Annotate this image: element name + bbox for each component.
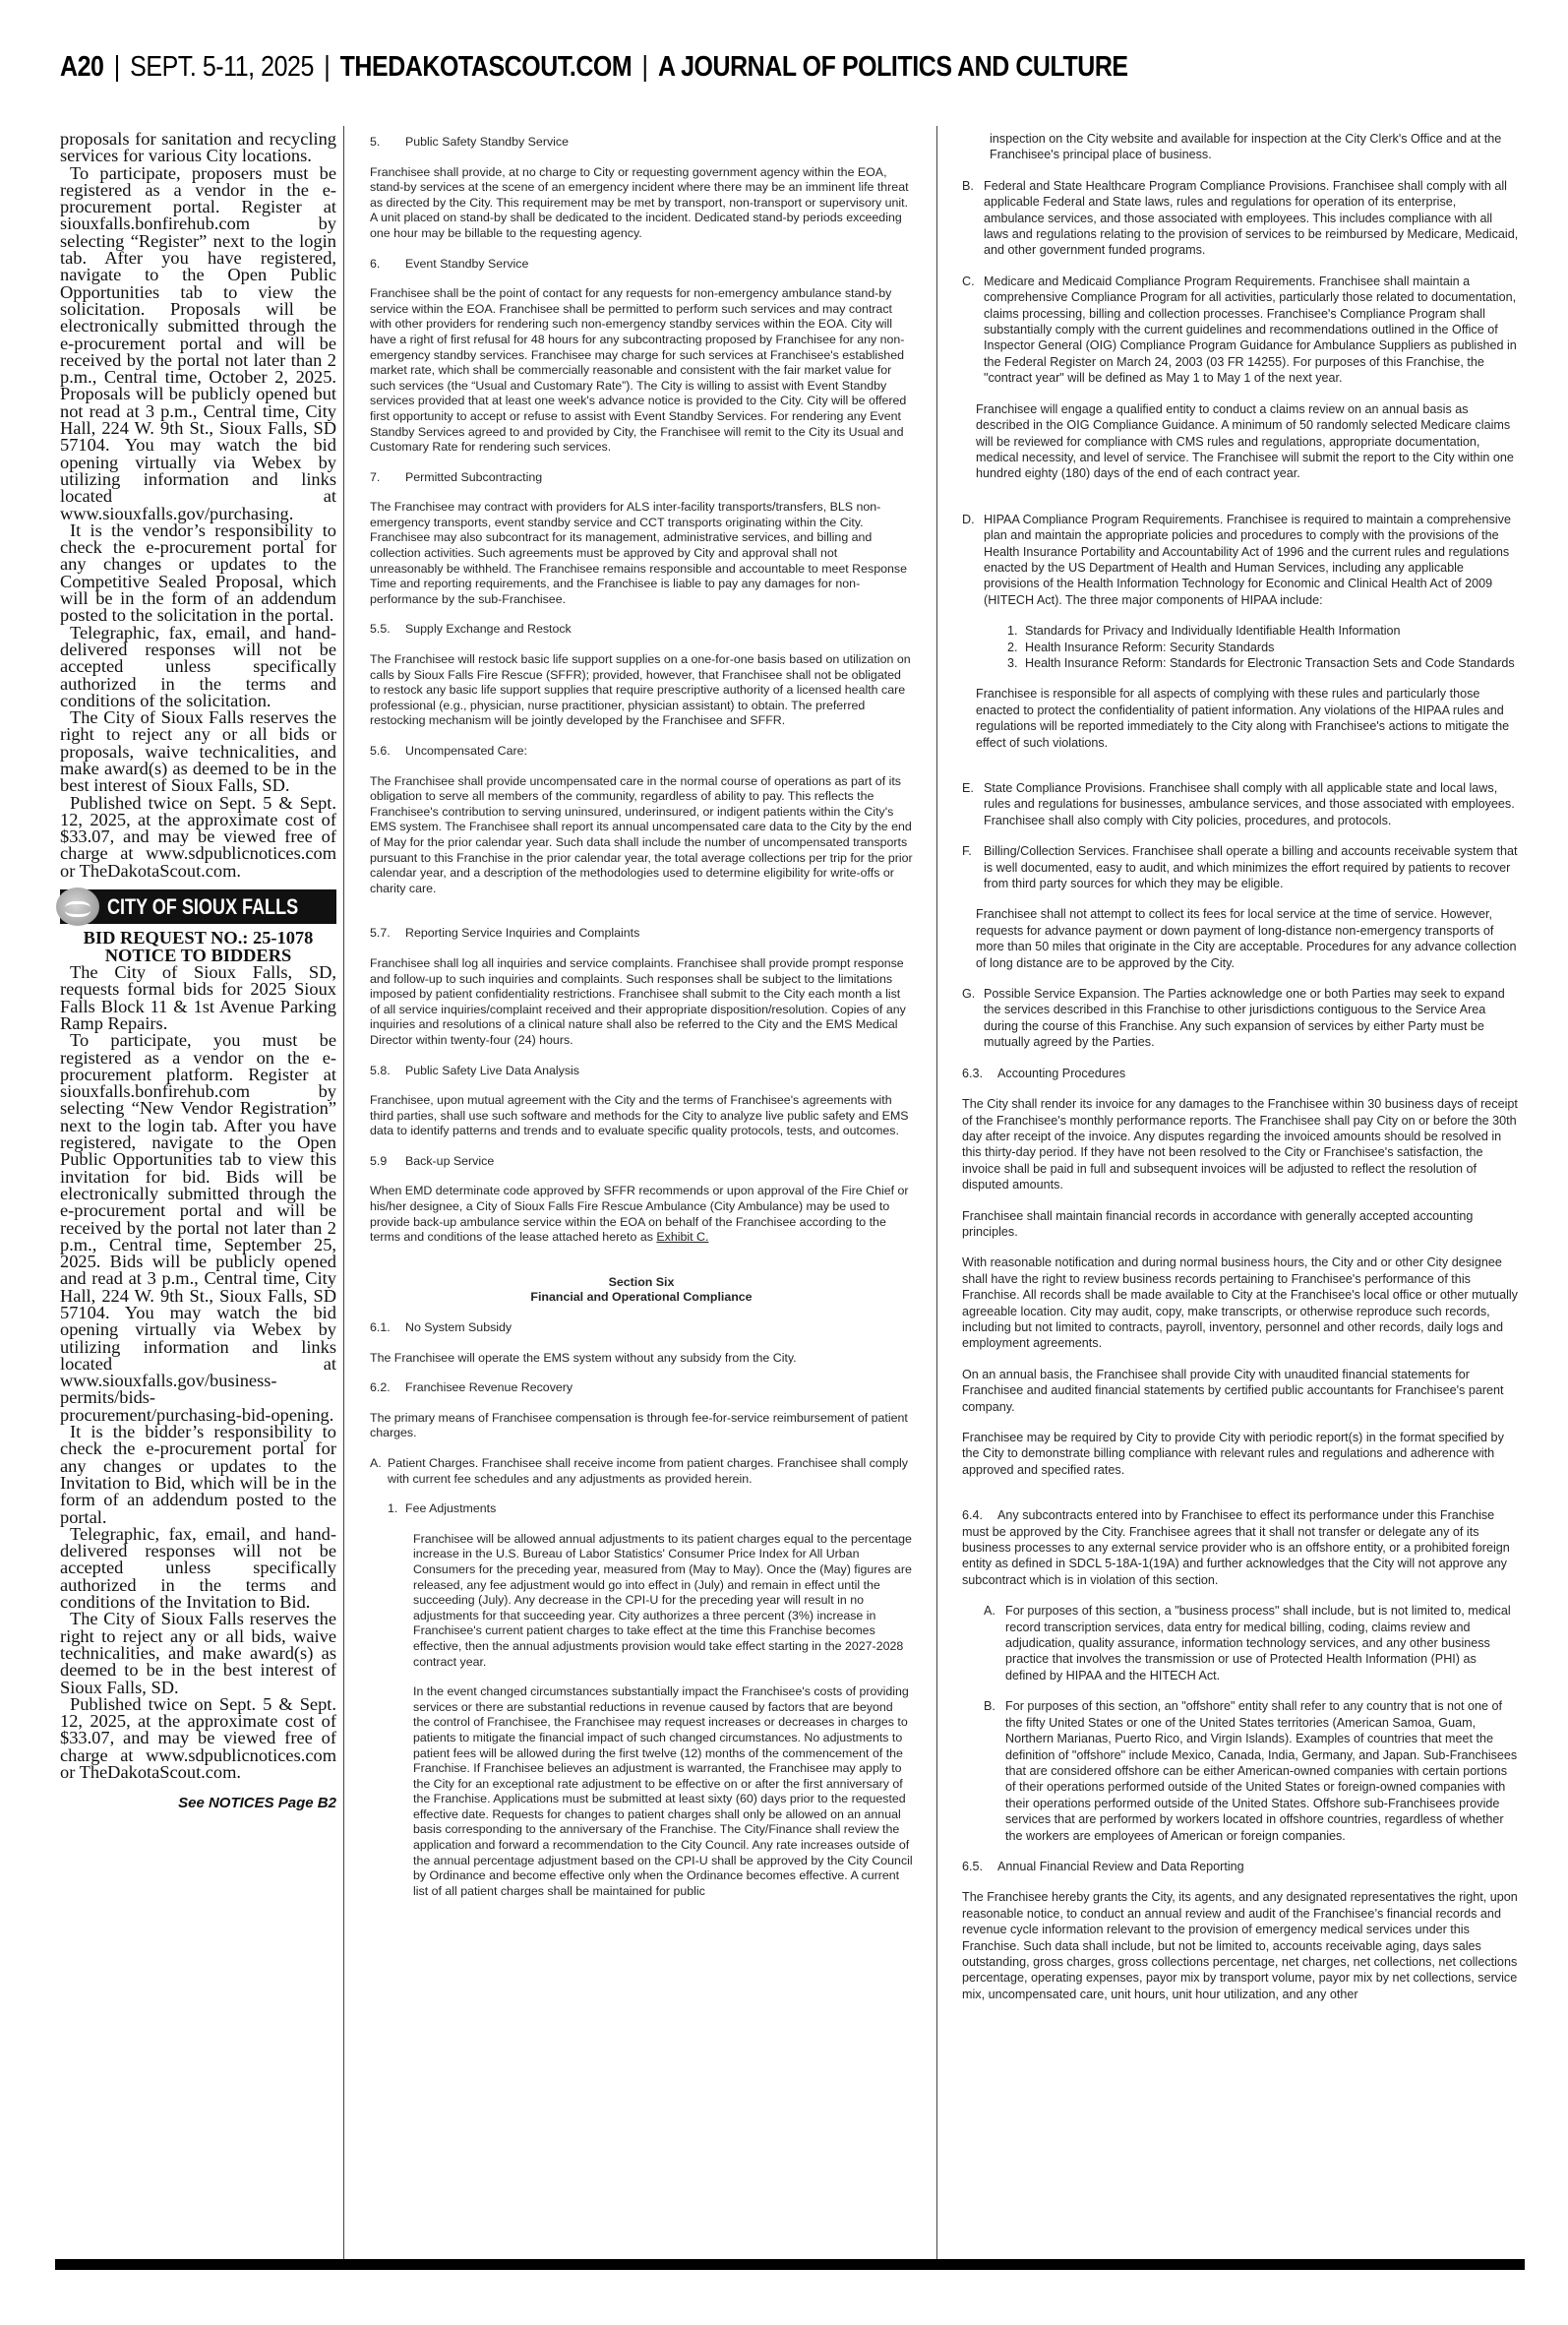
item-text: For purposes of this section, an "offshore" entity shall refer to any country that is not one of the fifty United States or one of the United States territories (American Samoa, Guam, Northern Marianas, Puerto Rico, and Virgin Islands). Examples of countries that meet the definition of "offshore" include Mexico, Canada, India, Germany, and Japan. Sub-Franchisees that are considered offshore can be either American-owned companies with certain portions of their operations performed outside of the United States or foreign-owned companies with their operations performed outside of the United States. Offshore sub-Franchisees provide services that are performed by workers located in offshore countries, regardless of whether the workers are employees of American or foreign companies. — [1005, 1699, 1518, 1843]
section-heading — [370, 135, 913, 151]
section-number: 5.8. — [370, 1063, 391, 1077]
paragraph — [370, 774, 913, 897]
issue-date: SEPT. 5-11, 2025 — [130, 51, 314, 83]
section-number: 6.4. — [962, 1508, 984, 1523]
section-title: Supply Exchange and Restock — [405, 622, 572, 637]
item-text: Patient Charges. Franchisee shall receive income from patient charges. Franchisee shall comply with current fee schedules and any adjustments as provided herein. — [388, 1456, 908, 1486]
section-title: Back-up Service — [405, 1153, 495, 1168]
item-text: Medicare and Medicaid Compliance Program Requirements. Franchisee shall maintain a comprehensive Compliance Program for all activities, particularly those related to documentation, claims processing, billing and collection processes. Franchisee's Compliance Program shall substantially comply with the current guidelines and recommendations outlined in the Office of Inspector General (OIG) Compliance Program Guidance for Ambulance Suppliers as published in the Federal Register on March 24, 2003 (03 FR 14255). For purposes of this Franchise, the "contract year" will be defined as May 1 to May 1 of the next year. — [984, 274, 1517, 386]
paragraph-text: The Franchisee may contract with providers for ALS inter-facility transports/transfers, BLS non-emergency transports, event standby service and CCT transports originating within the City. Franchisee may also subcontract for its management, administrative services, and billing and collection activities. Such agreements must be approved by City and approval shall not unreasonably be withheld. The Franchisee remains responsible and accountable to meet Response Time and reporting requirements, and the Franchisee is liable to pay any damages for non-performance by the sub-Franchisee. — [370, 500, 907, 606]
paragraph-text: In the event changed circumstances substantially impact the Franchisee's costs of providing services or there are substantial reductions in revenue caused by factors that are beyond the control of Franchisee, the Franchisee may request increases or decreases in charges to patients to mitigate the financial impact of such changed circumstances. No adjustments to patient fees will be allowed during the first twelve (12) months of the commencement of the Franchise. If Franchisee believes an adjustment is warranted, the Franchisee may apply to the City for an exceptional rate adjustment to be effective on or after the first anniversary of the Franchise. Applications must be submitted at least sixty (60) days prior to the requested effective date. Requests for changes to patient charges shall only be allowed on an annual basis corresponding to the anniversary of the Franchise. The City/Finance shall review the application and forward a recommendation to the City Council. Any rate increases outside of the annual percentage adjustment based on the CPI-U shall be approved by the City Council by Ordinance and become effective only when the Ordinance becomes effective. A current list of all patient charges shall be maintained for public — [413, 1684, 913, 1898]
notice-paragraph: The City of Sioux Falls, SD, requests formal bids for 2025 Sioux Falls Block 11 & 1st Avenue Parking Ramp Repairs. — [60, 962, 336, 1033]
paragraph — [370, 1532, 913, 1670]
lettered-item — [370, 1501, 913, 1517]
paragraph-text: Franchisee may be required by City to provide City with periodic report(s) in the format specified by the City to demonstrate billing compliance with relevant rules and regulations and adherence with approved and specified rates. — [962, 1431, 1504, 1477]
list-text: Standards for Privacy and Individually Identifiable Health Information — [1025, 624, 1401, 639]
list-item — [1007, 623, 1519, 639]
section-heading — [370, 926, 913, 942]
notice-paragraph: The City of Sioux Falls reserves the right to reject any or all bids, waive technicalities, and make award(s) as deemed to be in the best interest of Sioux Falls, SD. — [60, 1609, 336, 1697]
lettered-item — [962, 986, 1519, 1051]
city-logo-icon — [56, 887, 99, 926]
paragraph — [962, 1096, 1519, 1193]
paragraph — [962, 131, 1519, 163]
bottom-rule — [55, 2259, 1525, 2270]
item-text: Fee Adjustments — [405, 1501, 497, 1516]
notice-paragraph: The City of Sioux Falls reserves the right to reject any or all bids or proposals, waive technicalities, and make award(s) as deemed to be in the best interest of Sioux Falls, SD. — [60, 707, 336, 796]
lettered-item — [962, 1698, 1519, 1844]
notice-title: NOTICE TO BIDDERS — [104, 945, 292, 965]
item-letter: 1. — [388, 1501, 398, 1516]
section-number: 5.9 — [370, 1153, 388, 1168]
column-divider — [936, 126, 937, 2259]
paragraph — [370, 500, 913, 607]
section-title: Permitted Subcontracting — [405, 469, 543, 484]
banner-title: CITY OF SIOUX FALLS — [107, 893, 299, 919]
section-number: 5.7. — [370, 926, 391, 941]
section-number: 7. — [370, 469, 381, 484]
item-letter: G. — [962, 987, 976, 1002]
section-number: 6.5. — [962, 1859, 984, 1873]
paragraph — [962, 1208, 1519, 1241]
lettered-item — [962, 178, 1519, 259]
section-heading — [370, 1320, 913, 1336]
item-text: Possible Service Expansion. The Parties acknowledge one or both Parties may seek to expand the services described in this Franchise to other jurisdictions contiguous to the Service Area during the course of this Franchise. Any such expansion of services by either Party must be mutually agreed by the Parties. — [984, 987, 1505, 1050]
notice-paragraph: It is the bidder’s responsibility to check the e-procurement portal for any changes or updates to the Invitation to Bid, which will be in the form of an addendum posted to the portal. — [60, 1422, 336, 1527]
exhibit-link[interactable]: Exhibit C. — [656, 1230, 709, 1245]
item-letter: A. — [984, 1604, 995, 1619]
item-letter: C. — [962, 274, 975, 288]
paragraph-text: Franchisee, upon mutual agreement with the City and the terms of Franchisee's agreements with third parties, shall use such software and methods for the City to analyze live public safety and EMS data to identify patterns and trends and to evaluate specific quality protocols, tests, and outcomes. — [370, 1093, 909, 1138]
paragraph — [962, 401, 1519, 482]
paragraph-text: The City shall render its invoice for any damages to the Franchisee within 30 business days of receipt of the Franchisee's monthly performance reports. The Franchisee shall pay City on or before the 30th day after receipt of the invoice. Any disputes regarding the invoiced amounts should be resolved in this thirty-day period. If they have not been resolved to the City or Franchisee's satisfaction, the invoice shall be paid in full and subsequent invoices will be adjusted to reflect the resolution of disputed amounts. — [962, 1097, 1518, 1193]
notice-paragraph: proposals for sanitation and recycling services for various City locations. — [60, 129, 336, 166]
item-text: State Compliance Provisions. Franchisee shall comply with all applicable state and local laws, rules and regulations for businesses, ambulance services, and those associated with employees. Franchisee shall also comply with City policies, procedures, and protocols. — [984, 781, 1515, 827]
paragraph-text: The Franchisee will operate the EMS system without any subsidy from the City. — [370, 1350, 797, 1365]
section-title: Annual Financial Review and Data Reporting — [997, 1859, 1244, 1873]
paragraph — [370, 1093, 913, 1139]
section-number: 5.6. — [370, 744, 391, 758]
paragraph — [962, 1430, 1519, 1478]
paragraph-text: inspection on the City website and available for inspection at the City Clerk's Office and at the Franchisee's principal place of business. — [990, 132, 1502, 162]
page-number: A20 — [60, 51, 104, 83]
paragraph-text: Franchisee will be allowed annual adjustments to its patient charges equal to the percentage increase in the U.S. Bureau of Labor Statistics' Consumer Price Index for All Urban Consumers for the preceding year, measured from (May to May). Once the (May) figures are released, any fee adjustment would go into effect in (July) and remain in effect until the succeeding (July). Any decrease in the CPI-U for the preceding year will result in no adjustments for that succeeding year. City authorizes a three percent (3%) increase in Franchisee's current patient charges to take effect at the time this Franchise becomes effective, then the annual adjustments provision would take effect starting in the 2027-2028 contract year. — [413, 1531, 912, 1669]
paragraph-text: Any subcontracts entered into by Franchisee to effect its performance under this Franchise must be approved by the City. Franchisee agrees that it shall not transfer or delegate any of its business processes to any external service provider who is an offshore entity, or a prohibited foreign entity as defined in SDCL 5-18A-1(19A) and further acknowledges that the City will not approve any subcontract which is in violation of this section. — [962, 1508, 1510, 1587]
section-title: Public Safety Standby Service — [405, 135, 569, 149]
paragraph-text: Franchisee shall log all inquiries and service complaints. Franchisee shall provide prompt response and follow-up to such inquiries and complaints. Such responses shall be subject to the limitations imposed by patient confidentiality restrictions. Franchisee shall submit to the City each month a list of all service inquiries/complaint received and their appropriate disposition/resolution. Copies of any inquiries and resolutions of a clinical nature shall also be referred to the City and the EMS Medical Director within twenty-four (24) hours. — [370, 955, 906, 1047]
masthead — [60, 51, 1128, 84]
item-letter: F. — [962, 844, 972, 859]
notice-paragraph: It is the vendor’s responsibility to check the e-procurement portal for any changes or updates to the Competitive Sealed Proposal, which will be in the form of an addendum posted to the solicitation in the portal. — [60, 520, 336, 626]
paragraph-text: Franchisee is responsible for all aspects of complying with these rules and particularly those enacted to protect the confidentiality of patient information. Any violations of the HIPAA rules and regulations will be reported immediately to the City along with Franchisee's actions to mitigate the effect of such violations. — [976, 687, 1510, 750]
lettered-item — [962, 1603, 1519, 1683]
separator: | — [641, 51, 648, 83]
numbered-list — [962, 623, 1519, 671]
list-number: 3. — [1007, 655, 1018, 670]
site-name: THEDAKOTASCOUT.COM — [339, 51, 633, 83]
item-letter: D. — [962, 512, 975, 526]
paragraph — [962, 1254, 1519, 1351]
paragraph — [370, 1351, 913, 1367]
list-number: 1. — [1007, 624, 1018, 639]
item-text: Billing/Collection Services. Franchisee shall operate a billing and accounts receivable system that is well documented, easy to audit, and which minimizes the effort required by patients to recover from third party sources for which they may be eligible. — [984, 844, 1518, 891]
separator: | — [324, 51, 331, 83]
list-item — [1007, 640, 1519, 655]
paragraph-text: When EMD determinate code approved by SFFR recommends or upon approval of the Fire Chief or his/her designee, a City of Sioux Falls Fire Rescue Ambulance (City Ambulance) may be used to provide back-up ambulance service within the EOA on behalf of the Franchisee according to the terms and conditions of the lease attached hereto as — [370, 1184, 909, 1245]
section-title: Uncompensated Care: — [405, 744, 527, 758]
item-letter: E. — [962, 781, 974, 795]
notice-paragraph: Telegraphic, fax, email, and hand-delivered responses will not be accepted unless specifically authorized in the terms and conditions of the Invitation to Bid. — [60, 1523, 336, 1613]
paragraph-text: Franchisee shall maintain financial records in accordance with generally accepted accounting principles. — [962, 1208, 1474, 1239]
paragraph — [962, 1889, 1519, 2002]
section-title: Public Safety Live Data Analysis — [405, 1063, 580, 1077]
list-text: Health Insurance Reform: Security Standards — [1025, 640, 1275, 654]
section-heading — [370, 470, 913, 486]
lettered-item — [370, 1456, 913, 1487]
lettered-item — [962, 843, 1519, 891]
section-title: Accounting Procedures — [997, 1066, 1126, 1080]
paragraph-text: The primary means of Franchisee compensation is through fee-for-service reimbursement of patient charges. — [370, 1410, 908, 1440]
city-banner — [60, 889, 336, 924]
notice-paragraph: Published twice on Sept. 5 & Sept. 12, 2025, at the approximate cost of $33.07, and may be viewed free of charge at www.sdpublicnotices.com or TheDakotaScout.com. — [60, 792, 336, 881]
paragraph — [370, 956, 913, 1049]
paragraph — [962, 906, 1519, 971]
bid-notice — [60, 964, 336, 1781]
section-heading — [370, 744, 913, 760]
section-title: Reporting Service Inquiries and Complaints — [405, 926, 640, 941]
section-name: Financial and Operational Compliance — [530, 1290, 753, 1305]
section-heading — [962, 1859, 1519, 1874]
section-number: 5. — [370, 135, 381, 149]
section-label: Section Six — [608, 1274, 675, 1289]
section-number: 5.5. — [370, 622, 391, 637]
see-notices-link[interactable]: See NOTICES Page B2 — [178, 1795, 336, 1812]
section-heading — [370, 622, 913, 638]
paragraph-text: Franchisee shall provide, at no charge to City or requesting government agency within the EOA, stand-by services at the scene of an emergency incident where there may be an imminent life threat as directed by the City. This requirement may be met by transport, non-transport or supervisory unit. A unit placed on stand-by shall be dedicated to the incident. Dedicated stand-by periods exceeding one hour may be billable to the requesting agency. — [370, 164, 909, 240]
paragraph-text: On an annual basis, the Franchisee shall provide City with unaudited financial statements for Franchisee and audited financial statements by certified public accountants for Franchisee's parent company. — [962, 1367, 1504, 1414]
list-item — [1007, 655, 1519, 671]
section-title: No System Subsidy — [405, 1320, 513, 1335]
separator: | — [113, 51, 120, 83]
item-text: HIPAA Compliance Program Requirements. Franchisee is required to maintain a comprehensive plan and maintain the appropriate policies and procedures to comply with the provisions of the Health Insurance Portability and Accountability Act of 1996 and the current rules and regulations enacted by the US Department of Health and Human Services, including any applicable provisions of the Health Information Technology for Economic and Clinical Health Act of 2009 (HITECH Act). The three major components of HIPAA include: — [984, 512, 1511, 607]
paragraph — [370, 1411, 913, 1441]
item-letter: B. — [962, 178, 974, 193]
paragraph — [370, 165, 913, 242]
section-number: 6. — [370, 256, 381, 271]
section-number: 6.1. — [370, 1320, 391, 1335]
section-title-block — [370, 1275, 913, 1306]
item-letter: B. — [984, 1699, 995, 1714]
section-heading — [370, 1064, 913, 1079]
section-heading — [370, 1154, 913, 1170]
section-heading — [962, 1066, 1519, 1081]
item-text: For purposes of this section, a "business process" shall include, but is not limited to, medical record transcription services, data entry for medical billing, coding, claims review and adjudication, quality assurance, information technology services, and any other business practice that involves the transmission or use of Protected Health Information (PHI) as defined by HIPAA and the HITECH Act. — [1005, 1604, 1511, 1683]
paragraph-text: With reasonable notification and during normal business hours, the City and or other City designee shall have the right to review business records pertaining to Franchisee's performance of this Franchise. All records shall be made available to City at the Franchisee's local office or other mutually agreeable location. City may audit, copy, make transcripts, or otherwise reproduce such records, including but not limited to contracts, payroll, inventory, personnel and other records, daily logs and employment agreements. — [962, 1255, 1518, 1351]
column-divider — [343, 126, 344, 2263]
notice-paragraph: Published twice on Sept. 5 & Sept. 12, 2025, at the approximate cost of $33.07, and may be viewed free of charge at www.sdpublicnotices.com or TheDakotaScout.com. — [60, 1693, 336, 1783]
bid-request-number: BID REQUEST NO.: 25-1078 — [83, 928, 314, 948]
notice-paragraph: Telegraphic, fax, email, and hand-delivered responses will not be accepted unless specifically authorized in the terms and conditions of the solicitation. — [60, 622, 336, 710]
sanitation-proposal-notice — [60, 131, 336, 880]
paragraph-text: Franchisee shall be the point of contact for any requests for non-emergency ambulance stand-by service within the EOA. Franchisee shall be permitted to perform such services and may contract with other providers for rendering such non-emergency standby services within the EOA. City will have a right of first refusal for 48 hours for any subcontracting proposed by Franchisee for any non-emergency standby services. Franchisee may charge for such services at Franchisee's established market rate, which shall be commercially reasonable and consistent with the fair market value for such services (the “Usual and Customary Rate”). The City is willing to assist with Event Standby services provided that at least one week's advance notice is provided to the City. City will be offered first opportunity to accept or refuse to assist with Event Standby Services. For rendering any Event Standby Services agreed to and provided by City, the Franchisee will remit to the City its Usual and Customary Rate for rendering such services. — [370, 286, 907, 455]
paragraph-text: Franchisee will engage a qualified entity to conduct a claims review on an annual basis as described in the OIG Compliance Guidance. A minimum of 50 randomly selected Medicare claims will be reviewed for compliance with CMS rules and regulations, appropriate documentation, medical necessity, and level of service. The Franchisee will submit the report to the City within one hundred eighty (180) days of the end of each contract year. — [976, 401, 1514, 481]
lettered-item — [962, 512, 1519, 608]
tagline: A JOURNAL OF POLITICS AND CULTURE — [657, 51, 1128, 83]
list-number: 2. — [1007, 640, 1018, 654]
paragraph — [370, 286, 913, 456]
paragraph — [370, 1684, 913, 1899]
paragraph-text: The Franchisee shall provide uncompensated care in the normal course of operations as part of its obligation to serve all members of the community, regardless of ability to pay. This reflects the Franchisee's contribution to serving uninsured, underinsured, or indigent patients within the City's EMS system. The Franchisee shall report its annual uncompensated care data to the City by the end of May for the prior calendar year. Such data shall include the number of uncompensated transports pursuant to this Franchise in the prior calendar year, the total average collections per trip for the prior calendar year, and a description of the methodologies used to determine eligibility for write-offs or charity care. — [370, 773, 913, 895]
item-text: Federal and State Healthcare Program Compliance Provisions. Franchisee shall comply with all applicable Federal and State laws, rules and regulations for operation of its enterprise, ambulance services, and those associated with employees. This includes compliance with all laws and regulations relating to the provision of services to be reimbursed by Medicare, Medicaid, and other government funded programs. — [984, 178, 1519, 258]
notice-paragraph: To participate, proposers must be registered as a vendor in the e-procurement portal. Register at siouxfalls.bonfirehub.com by selecting “Register” next to the login tab. After you have registered, navigate to the Open Public Opportunities tab to view the solicitation. Proposals will be electronically submitted through the e-procurement portal and will be received by the portal not later than 2 p.m., Central time, October 2, 2025. Proposals will be publicly opened but not read at 3 p.m., Central time, City Hall, 224 W. 9th St., Sioux Falls, SD 57104. You may watch the bid opening virtually via Webex by utilizing information and links located at www.siouxfalls.gov/purchasing. — [60, 162, 336, 523]
section-number: 6.2. — [370, 1380, 391, 1395]
section-heading — [370, 257, 913, 273]
paragraph-text: The Franchisee will restock basic life support supplies on a one-for-one basis based on utilization on calls by Sioux Falls Fire Rescue (SFFR); provided, however, that Franchisee shall not be obligated to restock any basic life support supplies that require prescriptive authority of a licensed health care professional (e.g., physician, nurse practitioner, physician assistant) to obtain. The preferred restocking mechanism will be jointly developed by the Franchisee and SFFR. — [370, 652, 911, 728]
section-title: Event Standby Service — [405, 256, 529, 271]
paragraph — [370, 652, 913, 729]
lettered-item — [962, 274, 1519, 387]
list-text: Health Insurance Reform: Standards for Electronic Transaction Sets and Code Standards — [1025, 655, 1515, 670]
paragraph-text: The Franchisee hereby grants the City, its agents, and any designated representatives the right, upon reasonable notice, to conduct an annual review and audit of the Franchisee’s financial records and revenue cycle information relevant to the provision of emergency medical services under this Franchise. Such data shall include, but not be limited to, accounts receivable aging, days sales outstanding, gross charges, gross collections percentage, net charges, net collections, net collections percentage, operating expenses, payor mix by transport volume, payor mix by net collections, service mix, uncompensated care, unit hours, unit hour utilization, and any other — [962, 1890, 1518, 2001]
franchise-document-column-1 — [370, 135, 913, 1914]
paragraph — [962, 1507, 1519, 1588]
section-heading — [370, 1380, 913, 1396]
lettered-item — [962, 780, 1519, 828]
section-number: 6.3. — [962, 1066, 984, 1080]
paragraph-text: Franchisee shall not attempt to collect its fees for local service at the time of service. However, requests for advance payment or down payment of long-distance non-emergency transports of more than 50 miles that originate in the City are acceptable. Procedures for any advance collection of long distance are to be approved by the City. — [976, 907, 1517, 970]
paragraph — [370, 1184, 913, 1245]
section-title: Franchisee Revenue Recovery — [405, 1380, 573, 1395]
public-notices-column — [60, 131, 336, 1812]
paragraph — [962, 686, 1519, 751]
item-letter: A. — [370, 1456, 382, 1470]
franchise-document-column-2 — [962, 131, 1519, 2017]
notice-paragraph: To participate, you must be registered as a vendor on the e-procurement platform. Register at siouxfalls.bonfirehub.com by selecting “New Vendor Registration” next to the login tab. After you have registered, navigate to the Open Public Opportunities tab to view this invitation for bid. Bids will be electronically submitted through the e-procurement portal and will be received by the portal not later than 2 p.m., Central time, September 25, 2025. Bids will be publicly opened and read at 3 p.m., Central time, City Hall, 224 W. 9th St., Sioux Falls, SD 57104. You may watch the bid opening virtually via Webex by utilizing information and links located at www.siouxfalls.gov/business-permits/bids-procurement/purchasing-bid-opening. — [60, 1030, 336, 1425]
paragraph — [962, 1367, 1519, 1415]
